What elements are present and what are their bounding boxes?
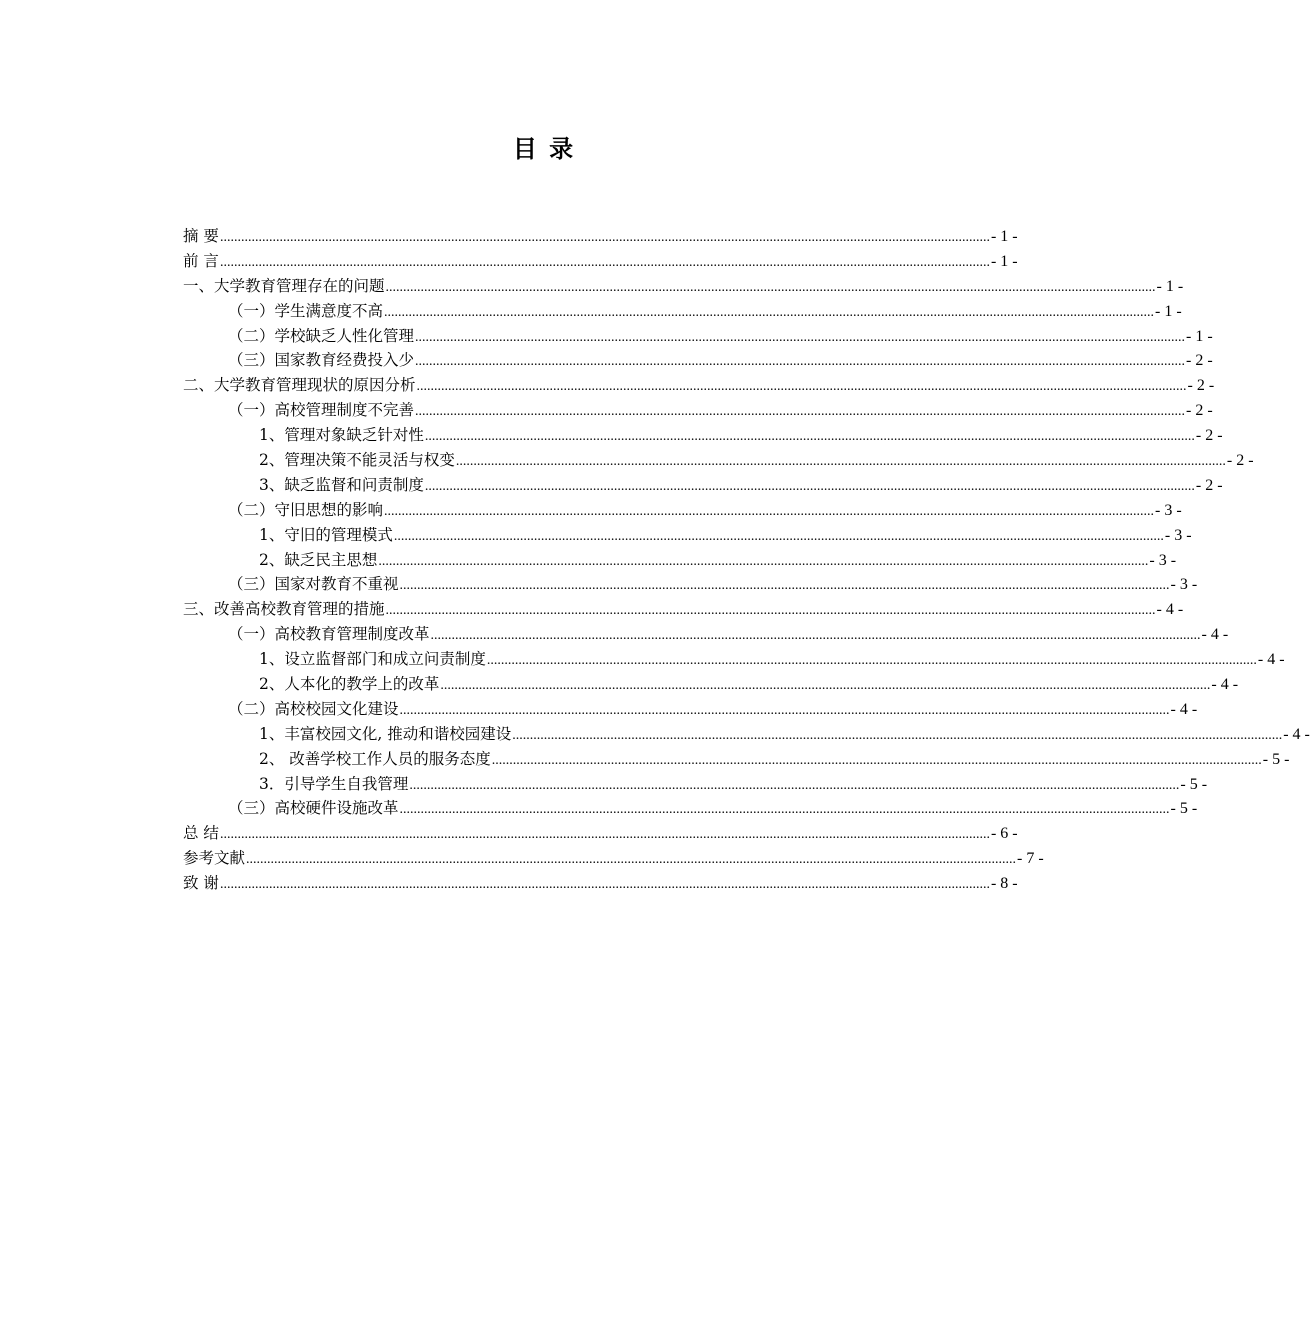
toc-dot-leader: ............................................................................................................................................................................................................................	[399, 702, 1170, 718]
toc-entry[interactable]	[183, 473, 1223, 498]
toc-entry[interactable]	[183, 274, 1184, 299]
toc-page-number: - 3 -	[1170, 576, 1198, 594]
toc-dot-leader: ............................................................................................................................................................................................................................	[409, 777, 1180, 793]
toc-entry-title: 参考文献	[183, 849, 246, 868]
toc-entry-title: 3、缺乏监督和问责制度	[259, 475, 424, 494]
table-of-contents	[183, 224, 1310, 896]
toc-entry-title: 总 结	[183, 824, 219, 843]
toc-entry-title: 一、大学教育管理存在的问题	[183, 276, 385, 295]
toc-page-number: - 8 -	[990, 875, 1018, 893]
toc-entry-title: 1、守旧的管理模式	[259, 525, 393, 544]
toc-entry-title: 前 言	[183, 251, 219, 270]
toc-dot-leader: ............................................................................................................................................................................................................................	[415, 329, 1186, 345]
toc-entry[interactable]	[183, 498, 1182, 523]
toc-entry[interactable]	[183, 747, 1290, 772]
toc-page-number: - 4 -	[1201, 626, 1229, 644]
toc-page-number: - 2 -	[1226, 452, 1254, 470]
toc-page-number: - 4 -	[1283, 725, 1310, 743]
toc-entry-title: 2、缺乏民主思想	[259, 550, 378, 569]
toc-page-number: - 5 -	[1170, 800, 1198, 818]
toc-dot-leader: ............................................................................................................................................................................................................................	[399, 578, 1170, 594]
toc-dot-leader: ............................................................................................................................................................................................................................	[219, 230, 990, 245]
toc-entry[interactable]	[183, 324, 1213, 349]
toc-dot-leader: ............................................................................................................................................................................................................................	[455, 454, 1226, 470]
toc-entry-title: （一）高校管理制度不完善	[228, 401, 415, 420]
toc-entry-title: 2、 改善学校工作人员的服务态度	[259, 749, 491, 768]
toc-entry[interactable]	[183, 572, 1198, 597]
toc-entry[interactable]	[183, 796, 1198, 821]
toc-dot-leader: ............................................................................................................................................................................................................................	[415, 354, 1186, 370]
toc-dot-leader: ............................................................................................................................................................................................................................	[512, 727, 1283, 743]
toc-page-number: - 1 -	[1155, 302, 1182, 320]
toc-entry[interactable]	[183, 622, 1229, 647]
toc-page-number: - 4 -	[1156, 601, 1184, 619]
toc-page-number: - 4 -	[1257, 651, 1285, 669]
toc-entry[interactable]	[183, 523, 1192, 548]
toc-dot-leader: ............................................................................................................................................................................................................................	[424, 429, 1195, 445]
toc-dot-leader: ............................................................................................................................................................................................................................	[440, 678, 1211, 694]
toc-entry[interactable]	[183, 398, 1213, 423]
toc-entry[interactable]	[183, 448, 1254, 473]
toc-entry-title: （三）高校硬件设施改革	[228, 799, 399, 818]
toc-entry[interactable]	[183, 373, 1215, 398]
toc-dot-leader: ............................................................................................................................................................................................................................	[378, 553, 1149, 569]
toc-page-number: - 1 -	[1156, 277, 1184, 295]
toc-entry-title: 3．引导学生自我管理	[259, 774, 409, 793]
toc-entry-title: 1、管理对象缺乏针对性	[259, 426, 424, 445]
toc-dot-leader: ............................................................................................................................................................................................................................	[486, 653, 1257, 669]
toc-entry-title: 2、人本化的教学上的改革	[259, 675, 440, 694]
toc-entry-title: 致 谢	[183, 874, 219, 893]
toc-entry-title: （一）高校教育管理制度改革	[228, 625, 430, 644]
toc-entry[interactable]	[183, 348, 1213, 373]
toc-entry-title: （二）学校缺乏人性化管理	[228, 326, 415, 345]
toc-dot-leader: ............................................................................................................................................................................................................................	[415, 404, 1186, 420]
toc-dot-leader: ............................................................................................................................................................................................................................	[385, 279, 1156, 295]
toc-dot-leader: ............................................................................................................................................................................................................................	[416, 379, 1187, 395]
toc-page-number: - 3 -	[1149, 551, 1177, 569]
toc-dot-leader: ............................................................................................................................................................................................................................	[246, 852, 1017, 868]
toc-page-number: - 1 -	[1186, 327, 1213, 345]
toc-entry[interactable]	[183, 548, 1177, 573]
toc-entry[interactable]	[183, 224, 1018, 249]
toc-entry[interactable]	[183, 672, 1239, 697]
toc-dot-leader: ............................................................................................................................................................................................................................	[385, 603, 1156, 619]
toc-page-number: - 2 -	[1195, 476, 1223, 494]
toc-page-number: - 3 -	[1164, 526, 1192, 544]
toc-page-number: - 4 -	[1170, 700, 1198, 718]
toc-page-number: - 5 -	[1262, 750, 1290, 768]
toc-entry-title: （二）守旧思想的影响	[228, 500, 384, 519]
toc-entry[interactable]	[183, 697, 1198, 722]
toc-dot-leader: ............................................................................................................................................................................................................................	[219, 254, 990, 270]
toc-entry[interactable]	[183, 423, 1223, 448]
toc-entry-title: （三）国家对教育不重视	[228, 575, 399, 594]
toc-page-number: - 2 -	[1186, 402, 1213, 420]
toc-page-number: - 2 -	[1195, 427, 1223, 445]
toc-entry[interactable]	[183, 846, 1044, 871]
toc-entry-title: （一）学生满意度不高	[228, 301, 384, 320]
toc-page-number: - 1 -	[990, 228, 1018, 245]
toc-page-number: - 2 -	[1187, 377, 1215, 395]
toc-page-number: - 5 -	[1180, 775, 1208, 793]
toc-dot-leader: ............................................................................................................................................................................................................................	[393, 528, 1164, 544]
toc-entry-title: 1、设立监督部门和成立问责制度	[259, 650, 486, 669]
toc-page-number: - 6 -	[990, 825, 1018, 843]
toc-entry[interactable]	[183, 597, 1184, 622]
toc-entry[interactable]	[183, 821, 1018, 846]
toc-entry[interactable]	[183, 299, 1182, 324]
toc-entry-title: （二）高校校园文化建设	[228, 699, 399, 718]
toc-entry[interactable]	[183, 647, 1285, 672]
toc-dot-leader: ............................................................................................................................................................................................................................	[424, 478, 1195, 494]
toc-page-number: - 3 -	[1155, 501, 1182, 519]
toc-entry-title: 摘 要	[183, 227, 219, 245]
toc-page-number: - 7 -	[1017, 850, 1044, 868]
toc-entry[interactable]	[183, 871, 1018, 896]
toc-dot-leader: ............................................................................................................................................................................................................................	[384, 503, 1155, 519]
toc-entry[interactable]	[183, 249, 1018, 274]
toc-entry[interactable]	[183, 772, 1208, 797]
page-title: 目 录	[512, 135, 576, 163]
toc-entry[interactable]	[183, 722, 1310, 747]
toc-dot-leader: ............................................................................................................................................................................................................................	[219, 827, 990, 843]
toc-page-number: - 1 -	[990, 252, 1018, 270]
toc-dot-leader: ............................................................................................................................................................................................................................	[219, 877, 990, 893]
toc-page-number: - 2 -	[1186, 352, 1213, 370]
toc-dot-leader: ............................................................................................................................................................................................................................	[384, 304, 1155, 320]
toc-entry-title: 2、管理决策不能灵活与权变	[259, 451, 455, 470]
toc-entry-title: （三）国家教育经费投入少	[228, 351, 415, 370]
toc-entry-title: 1、丰富校园文化, 推动和谐校园建设	[259, 724, 512, 743]
toc-entry-title: 三、改善高校教育管理的措施	[183, 600, 385, 619]
toc-entry-title: 二、大学教育管理现状的原因分析	[183, 376, 416, 395]
toc-dot-leader: ............................................................................................................................................................................................................................	[399, 802, 1170, 818]
toc-dot-leader: ............................................................................................................................................................................................................................	[430, 628, 1201, 644]
toc-dot-leader: ............................................................................................................................................................................................................................	[491, 752, 1262, 768]
toc-page-number: - 4 -	[1211, 676, 1239, 694]
